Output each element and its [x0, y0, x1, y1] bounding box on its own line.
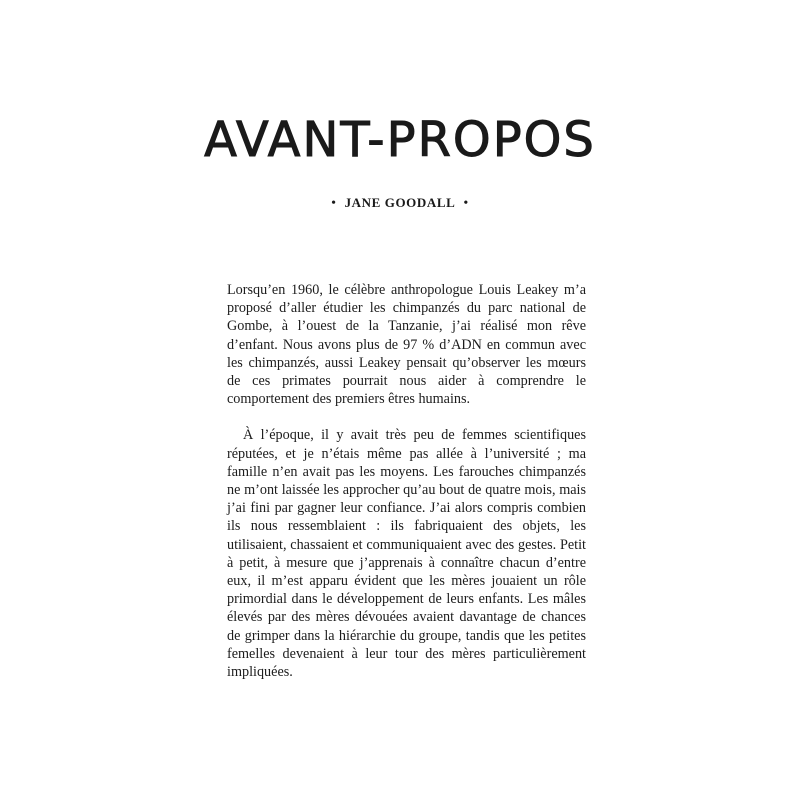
bullet-right: • [463, 196, 469, 211]
author-name: JANE GOODALL [344, 195, 456, 210]
bullet-left: • [331, 196, 337, 211]
paragraph-1: Lorsqu’en 1960, le célèbre anthropologue Louis Leakey m’a proposé d’aller étudier les chimpanzés du parc national de Gombe, à l’ouest de la Tanzanie, j’ai réalisé mon rêve d’enfant. Nous avons plus de 97 % d’ADN en commun avec les chimpanzés, aussi Leakey pensait qu’observer les mœurs de ces primates pourrait nous aider à comprendre le comportement des premiers êtres humains. [227, 282, 586, 408]
paragraph-2: À l’époque, il y avait très peu de femmes scientifiques réputées, et je n’étais même pas allée à l’université ; ma famille n’en avait pas les moyens. Les farouches chimpanzés ne m’ont laissée les approcher qu’au bout de quatre mois, mais j’ai fini par gagner leur confiance. J’ai alors compris combien ils nous ressemblaient : ils fabriquaient des objets, les utilisaient, chassaient et communiquaient avec des gestes. Petit à petit, à mesure que j’apprenais à connaître chacun d’entre eux, il m’est apparu évident que les mères jouaient un rôle primordial dans le développement de leurs enfants. Les mâles élevés par des mères dévouées avaient davantage de chances de grimper dans la hiérarchie du groupe, tandis que les petites femelles devenaient à leur tour des mères particulièrement impliquées. [227, 427, 586, 681]
author-line [0, 193, 800, 214]
body-text [227, 281, 586, 681]
page-title: AVANT-PROPOS [204, 112, 596, 168]
